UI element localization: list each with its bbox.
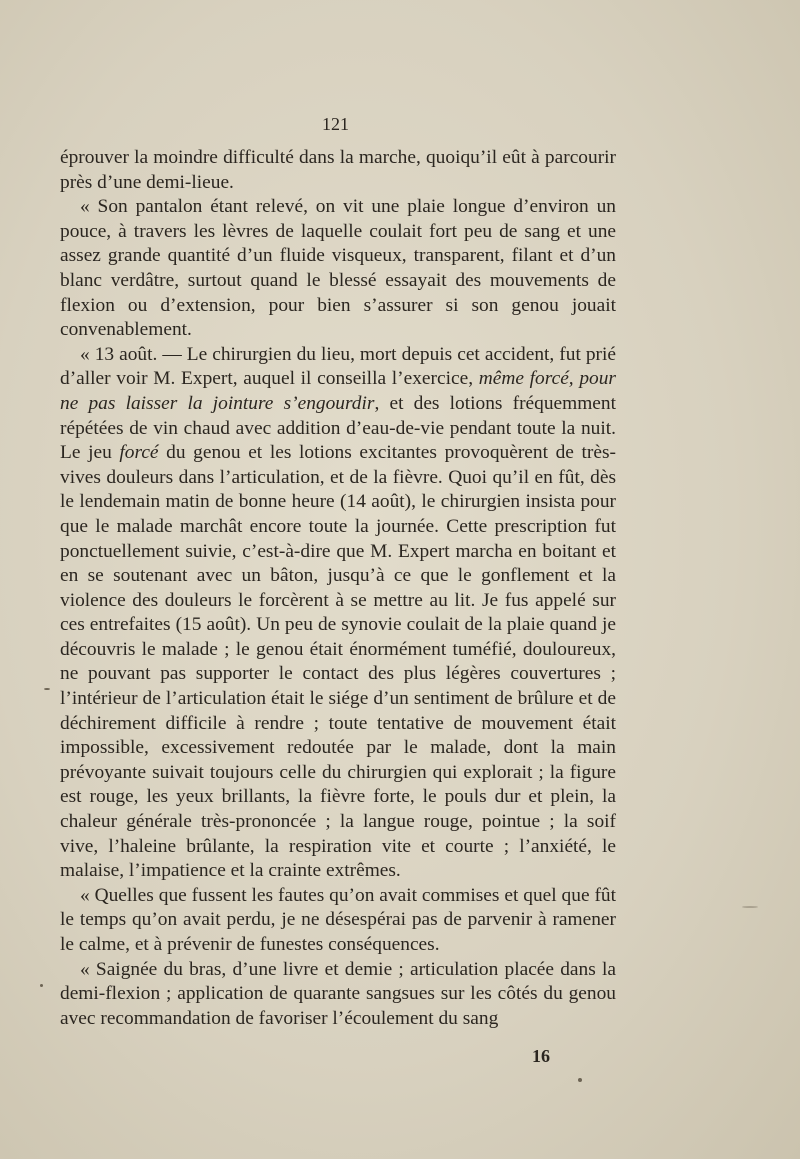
italic-phrase: forcé	[119, 442, 159, 464]
body-text	[60, 146, 616, 1031]
text-run: « Son pantalon étant relevé, on vit une plaie longue d’environ un pouce, à travers les lèvres de laquelle coulait fort peu de sang et une assez grande quantité d’un fluide visqueux, transparent, filant et d’un blanc verdâtre, surtout quand le blessé essayait des mouvements de flexion ou d’extension, pour bien s’assurer si son genou jouait convenablement.	[60, 196, 616, 341]
text-run: , et des lotions fréquemment répétées de vin chaud avec addition d’eau-de-vie pendant toute la nuit. Le jeu	[60, 392, 616, 464]
ink-speck	[44, 688, 50, 690]
paragraph	[60, 343, 616, 884]
page-number: 121	[322, 114, 349, 134]
ink-speck	[742, 906, 758, 908]
text-run: « Quelles que fussent les fautes qu’on avait commises et quel que fût le temps qu’on avait perdu, je ne désespérai pas de parvenir à ramener le calme, et à prévenir de funestes conséquences.	[60, 884, 616, 955]
italic-phrase: même forcé, pour ne pas laisser la jointure s’engourdir	[60, 368, 616, 414]
text-run: du genou et les lotions excitantes provoquèrent de très-vives douleurs dans l’articulation, et de la fièvre. Quoi qu’il en fût, dès le lendemain matin de bonne heure (14 août), le chirurgien insista pour que le malade marchât encore toute la journée. Cette prescription fut ponctuellement suivie, c’est-à-dire que M. Expert marcha en boitant et en se soutenant avec un bâton, jusqu’à ce que le gonflement et la violence des douleurs le forcèrent à se mettre au lit. Je fus appelé sur ces entrefaites (15 août). Un peu de synovie coulait de la plaie quand je découvris le malade ; le genou était énormément tuméfié, douloureux, ne pouvant pas supporter le contact des plus légères couvertures ; l’intérieur de l’articulation était le siége d’un sentiment de brûlure et de déchirement difficile à rendre ; toute tentative de mouvement était impossible, excessivement redoutée par le malade, dont la main prévoyante suivait toujours celle du chirurgien qui explorait ; la figure est rouge, les yeux brillants, la fièvre forte, le pouls dur et plein, la chaleur générale très-prononcée ; la langue rouge, pointue ; la soif vive, l’haleine brûlante, la respiration vite et courte ; l’anxiété, le malaise, l’impatience et la crainte extrêmes.	[60, 442, 616, 882]
text-run: éprouver la moindre difficulté dans la marche, quoiqu’il eût à parcourir près d’une demi-lieue.	[60, 147, 616, 193]
text-run: « Saignée du bras, d’une livre et demie ; articulation placée dans la demi-flexion ; application de quarante sangsues sur les côtés du genou avec recommandation de favoriser l’écoulement du sang	[60, 958, 616, 1029]
paragraph	[60, 958, 616, 1032]
paragraph	[60, 146, 616, 195]
ink-speck	[578, 1078, 582, 1082]
ink-speck	[40, 984, 43, 987]
paragraph	[60, 884, 616, 958]
paragraph	[60, 195, 616, 343]
signature-mark: 16	[532, 1046, 550, 1066]
text-run: « 13 août. — Le chirurgien du lieu, mort depuis cet accident, fut prié d’aller voir M. Expert, auquel il conseilla l’exercice,	[60, 343, 616, 390]
